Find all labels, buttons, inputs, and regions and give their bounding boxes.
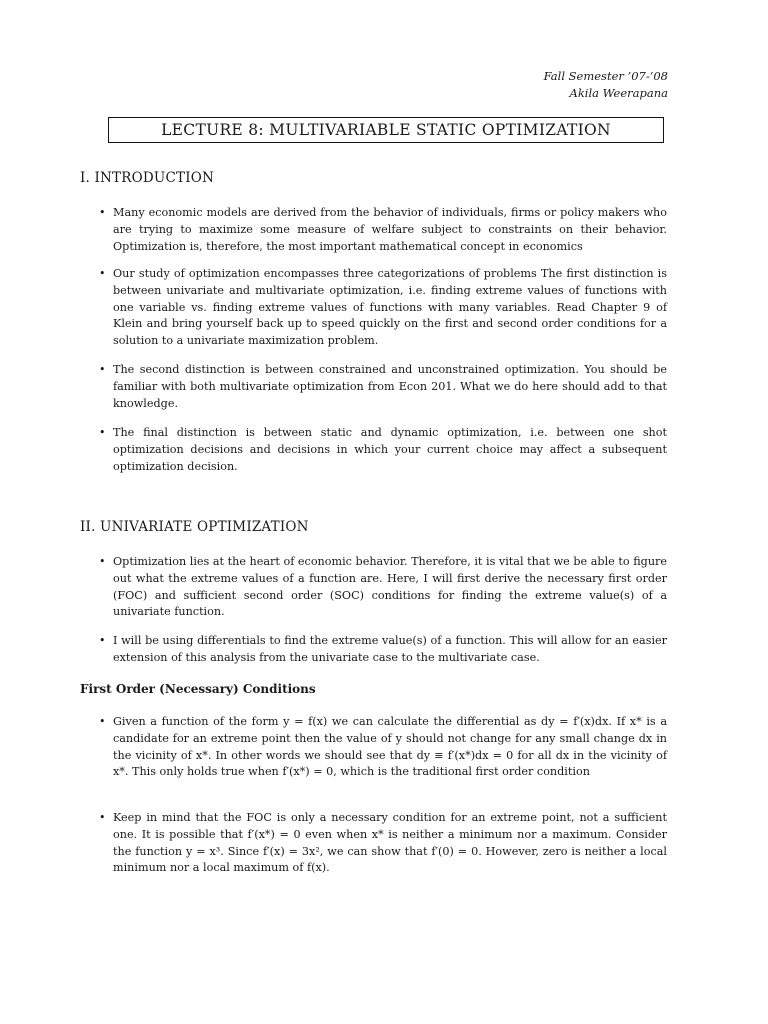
lecture-title: LECTURE 8: MULTIVARIABLE STATIC OPTIMIZATION [108,117,664,143]
section-heading-univariate: II. UNIVARIATE OPTIMIZATION [80,519,309,535]
subsection-heading-foc: First Order (Necessary) Conditions [80,682,316,696]
semester-label: Fall Semester ’07-’08 [543,69,668,83]
list-item: • The second distinction is between constrained and unconstrained optimization. You should be familiar with both multivariate optimization from Econ 201. What we do here should add to that knowledge. [113,362,667,412]
list-item: • I will be using differentials to find the extreme value(s) of a function. This will allow for an easier extension of this analysis from the univariate case to the multivariate case. [113,633,667,667]
list-item: • Given a function of the form y = f(x) we can calculate the differential as dy = f′(x)dx. If x* is a candidate for an extreme point then the value of y should not change for any small change dx in the vicinity of x*. In other words we should see that dy ≡ f′(x*)dx = 0 for all dx in the vicinity of x*. This only holds true when f′(x*) = 0, which is the traditional first order condition [113,714,667,781]
list-item: • Optimization lies at the heart of economic behavior. Therefore, it is vital that we be able to figure out what the extreme values of a function are. Here, I will first derive the necessary first order (FOC) and sufficient second order (SOC) conditions for finding the extreme value(s) of a univariate function. [113,554,667,621]
list-item: • Our study of optimization encompasses three categorizations of problems The first distinction is between univariate and multivariate optimization, i.e. finding extreme values of functions with one variable vs. finding extreme values of functions with many variables. Read Chapter 9 of Klein and bring yourself back up to speed quickly on the first and second order conditions for a solution to a univariate maximization problem. [113,266,667,350]
author-label: Akila Weerapana [569,86,668,100]
list-item: • The final distinction is between static and dynamic optimization, i.e. between one shot optimization decisions and decisions in which your current choice may affect a subsequent optimization decision. [113,425,667,475]
list-item: • Many economic models are derived from the behavior of individuals, firms or policy makers who are trying to maximize some measure of welfare subject to constraints on their behavior. Optimization is, therefore, the most important mathematical concept in economics [113,205,667,255]
list-item: • Keep in mind that the FOC is only a necessary condition for an extreme point, not a sufficient one. It is possible that f′(x*) = 0 even when x* is neither a minimum nor a maximum. Consider the function y = x³. Since f′(x) = 3x², we can show that f′(0) = 0. However, zero is neither a local minimum nor a local maximum of f(x). [113,810,667,877]
section-heading-introduction: I. INTRODUCTION [80,170,215,186]
header-block [544,68,668,102]
